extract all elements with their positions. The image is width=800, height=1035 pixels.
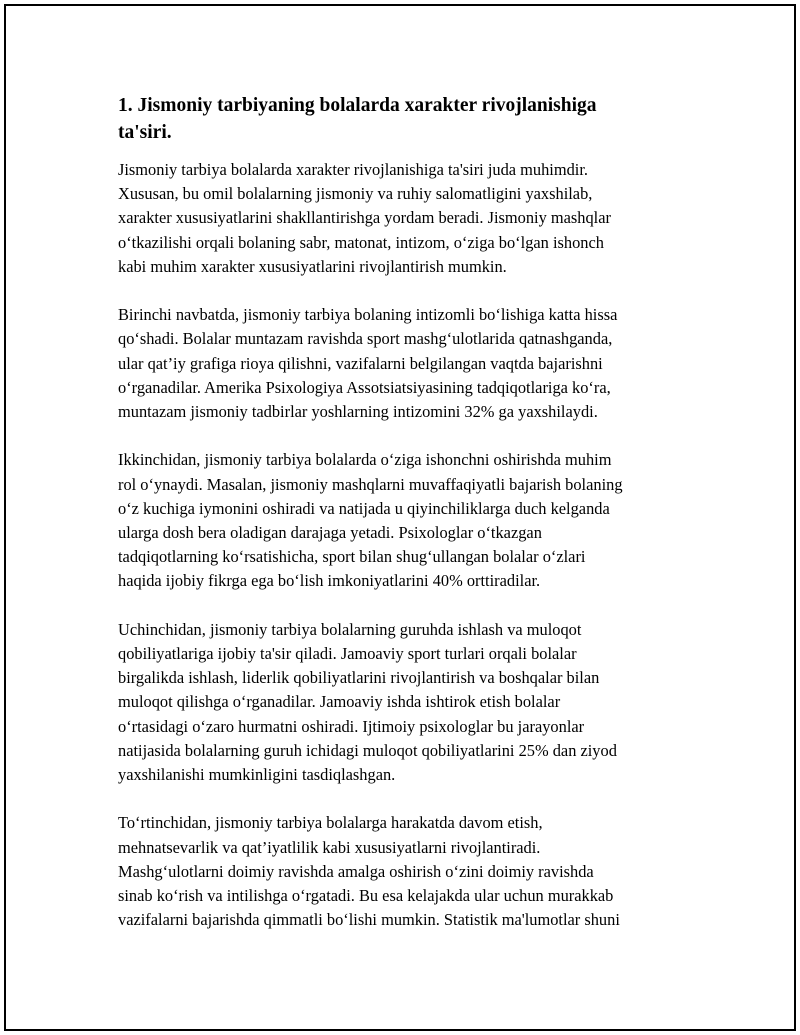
text-line: yaxshilanishi mumkinligini tasdiqlashgan. bbox=[118, 765, 396, 785]
text-line: Xususan, bu omil bolalarning jismoniy va ruhiy salomatligini yaxshilab, bbox=[118, 184, 593, 204]
heading-line: 1. Jismoniy tarbiyaning bolalarda xarakter rivojlanishiga bbox=[118, 95, 597, 116]
text-line: sinab ko‘rish va intilishga o‘rgatadi. Bu esa kelajakda ular uchun murakkab bbox=[118, 886, 614, 906]
text-line: muntazam jismoniy tadbirlar yoshlarning intizomini 32% ga yaxshilaydi. bbox=[118, 402, 598, 422]
text-line: o‘tkazilishi orqali bolaning sabr, matonat, intizom, o‘ziga bo‘lgan ishonch bbox=[118, 232, 604, 252]
text-line: qo‘shadi. Bolalar muntazam ravishda sport mashg‘ulotlarida qatnashganda, bbox=[118, 329, 613, 349]
text-line: Jismoniy tarbiya bolalarda xarakter rivojlanishiga ta'siri juda muhimdir. bbox=[118, 160, 588, 179]
text-line: ularga dosh bera oladigan darajaga yetadi. Psixologlar o‘tkazgan bbox=[118, 523, 542, 543]
text-line: mehnatsevarlik va qat’iyatlilik kabi xususiyatlarni rivojlantiradi. bbox=[118, 837, 541, 857]
text-line: Ikkinchidan, jismoniy tarbiya bolalarda o‘ziga ishonchni oshirishda muhim bbox=[118, 450, 612, 470]
text-line: kabi muhim xarakter xususiyatlarini rivojlantirish mumkin. bbox=[118, 256, 507, 276]
text-line: birgalikda ishlash, liderlik qobiliyatlarini rivojlantirish va boshqalar bilan bbox=[118, 668, 600, 688]
text-line: haqida ijobiy fikrga ega bo‘lish imkoniyatlarini 40% orttiradilar. bbox=[118, 571, 541, 591]
document-body bbox=[118, 92, 690, 957]
paragraph-second bbox=[118, 448, 690, 593]
text-line: natijasida bolalarning guruh ichidagi muloqot qobiliyatlarini 25% dan ziyod bbox=[118, 740, 617, 760]
text-line: ular qat’iy grafiga rioya qilishni, vazifalarni belgilangan vaqtda bajarishni bbox=[118, 353, 603, 373]
paragraph-third bbox=[118, 618, 690, 787]
text-line: rol o‘ynaydi. Masalan, jismoniy mashqlarni muvaffaqiyatli bajarish bolaning bbox=[118, 474, 623, 494]
section-heading bbox=[118, 92, 690, 146]
heading-line: ta'siri. bbox=[118, 122, 172, 143]
text-line: qobiliyatlariga ijobiy ta'sir qiladi. Jamoaviy sport turlari orqali bolalar bbox=[118, 644, 577, 664]
text-line: o‘rtasidagi o‘zaro hurmatni oshiradi. Ijtimoiy psixologlar bu jarayonlar bbox=[118, 716, 585, 736]
text-line: Mashg‘ulotlarni doimiy ravishda amalga oshirish o‘zini doimiy ravishda bbox=[118, 861, 594, 881]
text-line: o‘z kuchiga iymonini oshiradi va natijada u qiyinchiliklarga duch kelganda bbox=[118, 498, 610, 518]
text-line: muloqot qilishga o‘rganadilar. Jamoaviy ishda ishtirok etish bolalar bbox=[118, 692, 561, 712]
text-line: Uchinchidan, jismoniy tarbiya bolalarning guruhda ishlash va muloqot bbox=[118, 619, 582, 639]
text-line: Birinchi navbatda, jismoniy tarbiya bolaning intizomli bo‘lishiga katta hissa bbox=[118, 305, 618, 325]
text-line: o‘rganadilar. Amerika Psixologiya Assotsiatsiyasining tadqiqotlariga ko‘ra, bbox=[118, 377, 611, 397]
text-line: tadqiqotlarning ko‘rsatishicha, sport bilan shug‘ullangan bolalar o‘zlari bbox=[118, 547, 586, 567]
text-line: vazifalarni bajarishda qimmatli bo‘lishi mumkin. Statistik ma'lumotlar shuni bbox=[118, 910, 620, 930]
paragraph-fourth bbox=[118, 811, 690, 932]
text-line: To‘rtinchidan, jismoniy tarbiya bolalarga harakatda davom etish, bbox=[118, 813, 543, 833]
text-line: xarakter xususiyatlarini shakllantirishga yordam beradi. Jismoniy mashqlar bbox=[118, 208, 611, 228]
paragraph-intro bbox=[118, 158, 690, 279]
paragraph-first bbox=[118, 303, 690, 424]
